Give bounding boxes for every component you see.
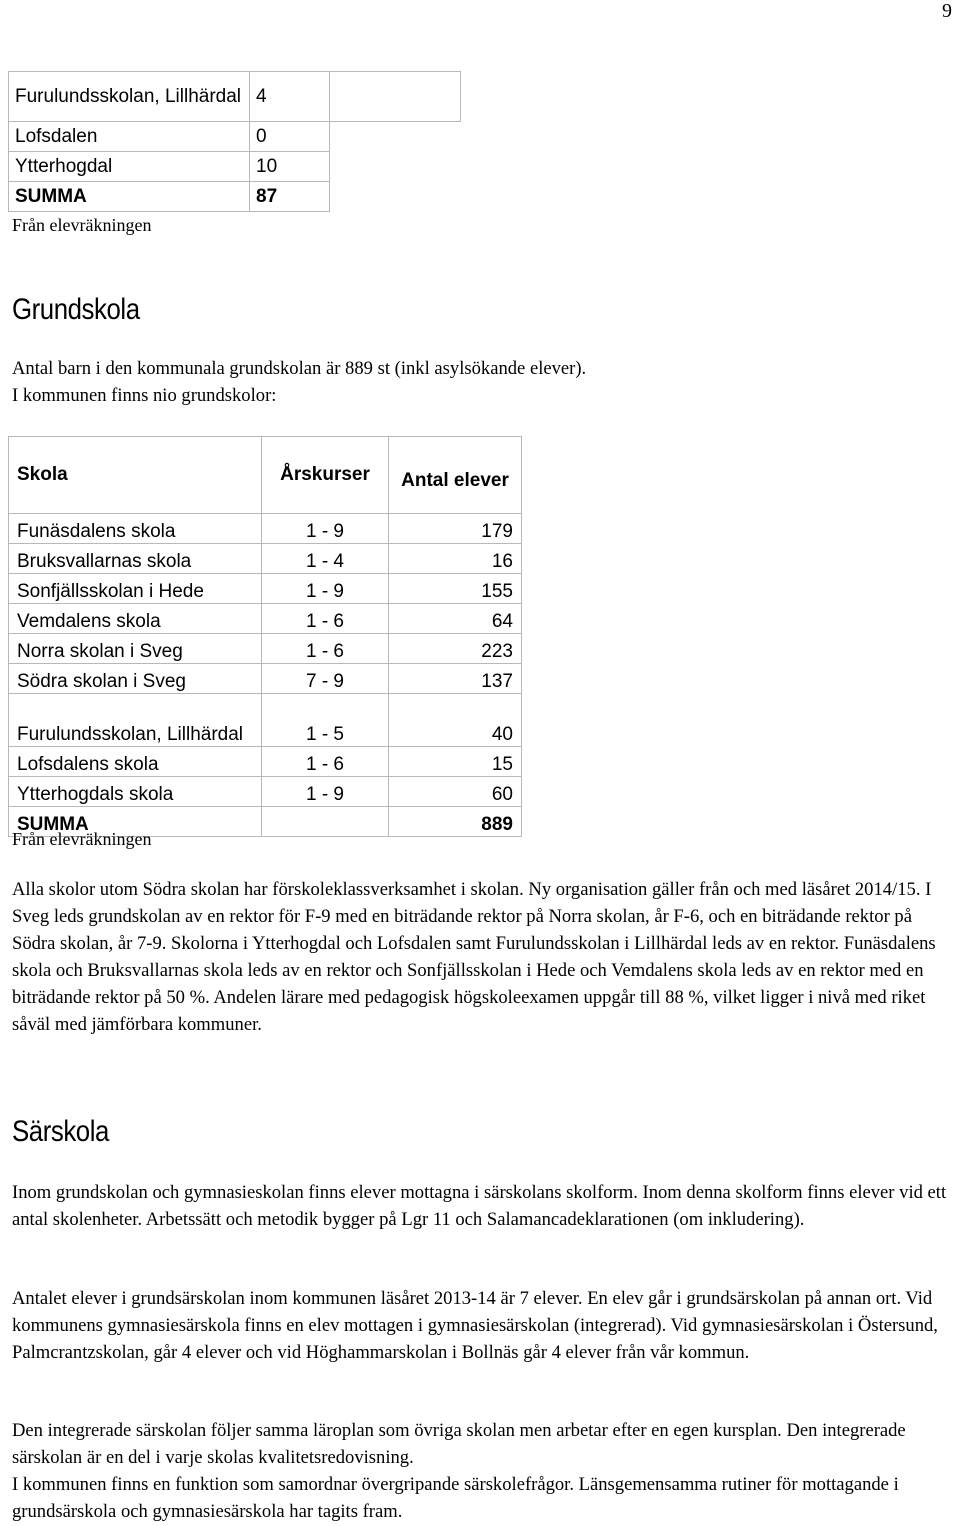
table-header-row xyxy=(9,437,522,514)
sarskola-paragraph-1: Inom grundskolan och gymnasieskolan finns elever mottagna i särskolans skolform. Inom denna skolform finns elever vid ett antal skolenheter. Arbetssätt och metodik bygger på Lgr 11 och Salamancadeklarationen (om inkludering). xyxy=(12,1182,947,1230)
table-source-note: Från elevräkningen xyxy=(12,215,152,235)
school-name-cell: Lofsdalens skola xyxy=(9,747,262,777)
school-name-cell: Norra skolan i Sveg xyxy=(9,634,262,664)
student-count-cell: 155 xyxy=(389,574,522,604)
grundskola-body-paragraph: Alla skolor utom Södra skolan har förskoleklassverksamhet i skolan. Ny organisation gäller från och med läsåret 2014/15. I Sveg leds grundskolan av en rektor för F-9 med en biträdande rektor på Norra skolan, år F-6, och en biträdande rektor på Södra skolan, år 7-9. Skolorna i Ytterhogdal och Lofsdalen samt Furulundsskolan i Lillhärdal leds av en rektor. Funäsdalens skola och Bruksvallarnas skola leds av en rektor och Sonfjällsskolan i Hede och Vemdalens skola leds av en rektor med en biträdande rektor på 50 %. Andelen lärare med pedagogisk högskoleexamen uppgår till 88 %, vilket ligger i nivå med riket såväl med jämförbara kommuner. xyxy=(12,879,936,1035)
empty-cell xyxy=(330,122,461,152)
student-count-cell: 15 xyxy=(389,747,522,777)
student-count-cell: 179 xyxy=(389,514,522,544)
school-name-cell: Ytterhogdal xyxy=(9,152,250,182)
sarskola-paragraph-2: Antalet elever i grundsärskolan inom kommunen läsåret 2013-14 är 7 elever. En elev går i grundsärskolan på annan ort. Vid kommunens gymnasiesärskola finns en elev mottagen i gymnasiesärskolan (integrerad). Vid gymnasiesärskolan i Östersund, Palmcrantzskolan, går 4 elever och vid Höghammarskolan i Bollnäs går 4 elever från vår kommun. xyxy=(12,1288,938,1363)
student-count-cell: 40 xyxy=(389,694,522,747)
grades-cell: 1 - 6 xyxy=(262,747,389,777)
grades-cell: 1 - 9 xyxy=(262,574,389,604)
grades-cell xyxy=(262,807,389,837)
table-row xyxy=(9,182,461,212)
table-row xyxy=(9,514,522,544)
student-count-cell: 10 xyxy=(250,152,330,182)
school-name-cell: Funäsdalens skola xyxy=(9,514,262,544)
sarskola-paragraph-3: Den integrerade särskolan följer samma läroplan som övriga skolan men arbetar efter en egen kursplan. Den integrerade särskolan är en del i varje skolas kvalitetsredovisning. xyxy=(12,1420,906,1468)
grundskola-intro-2: I kommunen finns nio grundskolor: xyxy=(12,385,277,406)
empty-cell xyxy=(330,152,461,182)
column-header-count: Antal elever xyxy=(389,437,522,514)
school-name-cell: Lofsdalen xyxy=(9,122,250,152)
column-header-school: Skola xyxy=(9,437,262,514)
table-row xyxy=(9,777,522,807)
table-row xyxy=(9,694,522,747)
page-number: 9 xyxy=(942,0,952,22)
table-row xyxy=(9,544,522,574)
table-row xyxy=(9,604,522,634)
student-count-cell: 223 xyxy=(389,634,522,664)
student-count-cell: 4 xyxy=(250,72,330,122)
grades-cell: 1 - 6 xyxy=(262,634,389,664)
section-heading-grundskola: Grundskola xyxy=(12,293,140,326)
school-name-cell: Södra skolan i Sveg xyxy=(9,664,262,694)
empty-cell xyxy=(330,72,461,122)
student-count-cell: 60 xyxy=(389,777,522,807)
sarskola-paragraph-4: I kommunen finns en funktion som samordnar övergripande särskolefrågor. Länsgemensamma rutiner för mottagande i grundsärskola och gymnasiesärskola har tagits fram. xyxy=(12,1474,899,1522)
sum-value-cell: 87 xyxy=(250,182,330,212)
sum-value-cell: 889 xyxy=(389,807,522,837)
grades-cell: 1 - 4 xyxy=(262,544,389,574)
school-name-cell: Furulundsskolan, Lillhärdal xyxy=(9,694,262,747)
table-source-note: Från elevräkningen xyxy=(12,829,152,849)
table-row xyxy=(9,72,461,122)
table-row xyxy=(9,152,461,182)
section-heading-sarskola: Särskola xyxy=(12,1115,109,1148)
sum-label-cell: SUMMA xyxy=(9,807,262,837)
school-name-cell: Ytterhogdals skola xyxy=(9,777,262,807)
grades-cell: 1 - 9 xyxy=(262,777,389,807)
school-table xyxy=(8,436,522,837)
school-name-cell: Sonfjällsskolan i Hede xyxy=(9,574,262,604)
column-header-grades: Årskurser xyxy=(262,437,389,514)
school-name-cell: Vemdalens skola xyxy=(9,604,262,634)
student-count-cell: 64 xyxy=(389,604,522,634)
table-row xyxy=(9,747,522,777)
grades-cell: 1 - 9 xyxy=(262,514,389,544)
table-row xyxy=(9,634,522,664)
top-student-table xyxy=(8,71,461,212)
grades-cell: 1 - 6 xyxy=(262,604,389,634)
grades-cell: 1 - 5 xyxy=(262,694,389,747)
student-count-cell: 0 xyxy=(250,122,330,152)
school-name-cell: Bruksvallarnas skola xyxy=(9,544,262,574)
student-count-cell: 137 xyxy=(389,664,522,694)
grades-cell: 7 - 9 xyxy=(262,664,389,694)
table-row xyxy=(9,664,522,694)
school-name-cell: Furulundsskolan, Lillhärdal xyxy=(9,72,250,122)
grundskola-intro-1: Antal barn i den kommunala grundskolan är 889 st (inkl asylsökande elever). xyxy=(12,358,587,379)
table-row xyxy=(9,122,461,152)
empty-cell xyxy=(330,182,461,212)
table-row xyxy=(9,574,522,604)
student-count-cell: 16 xyxy=(389,544,522,574)
sum-label-cell: SUMMA xyxy=(9,182,250,212)
